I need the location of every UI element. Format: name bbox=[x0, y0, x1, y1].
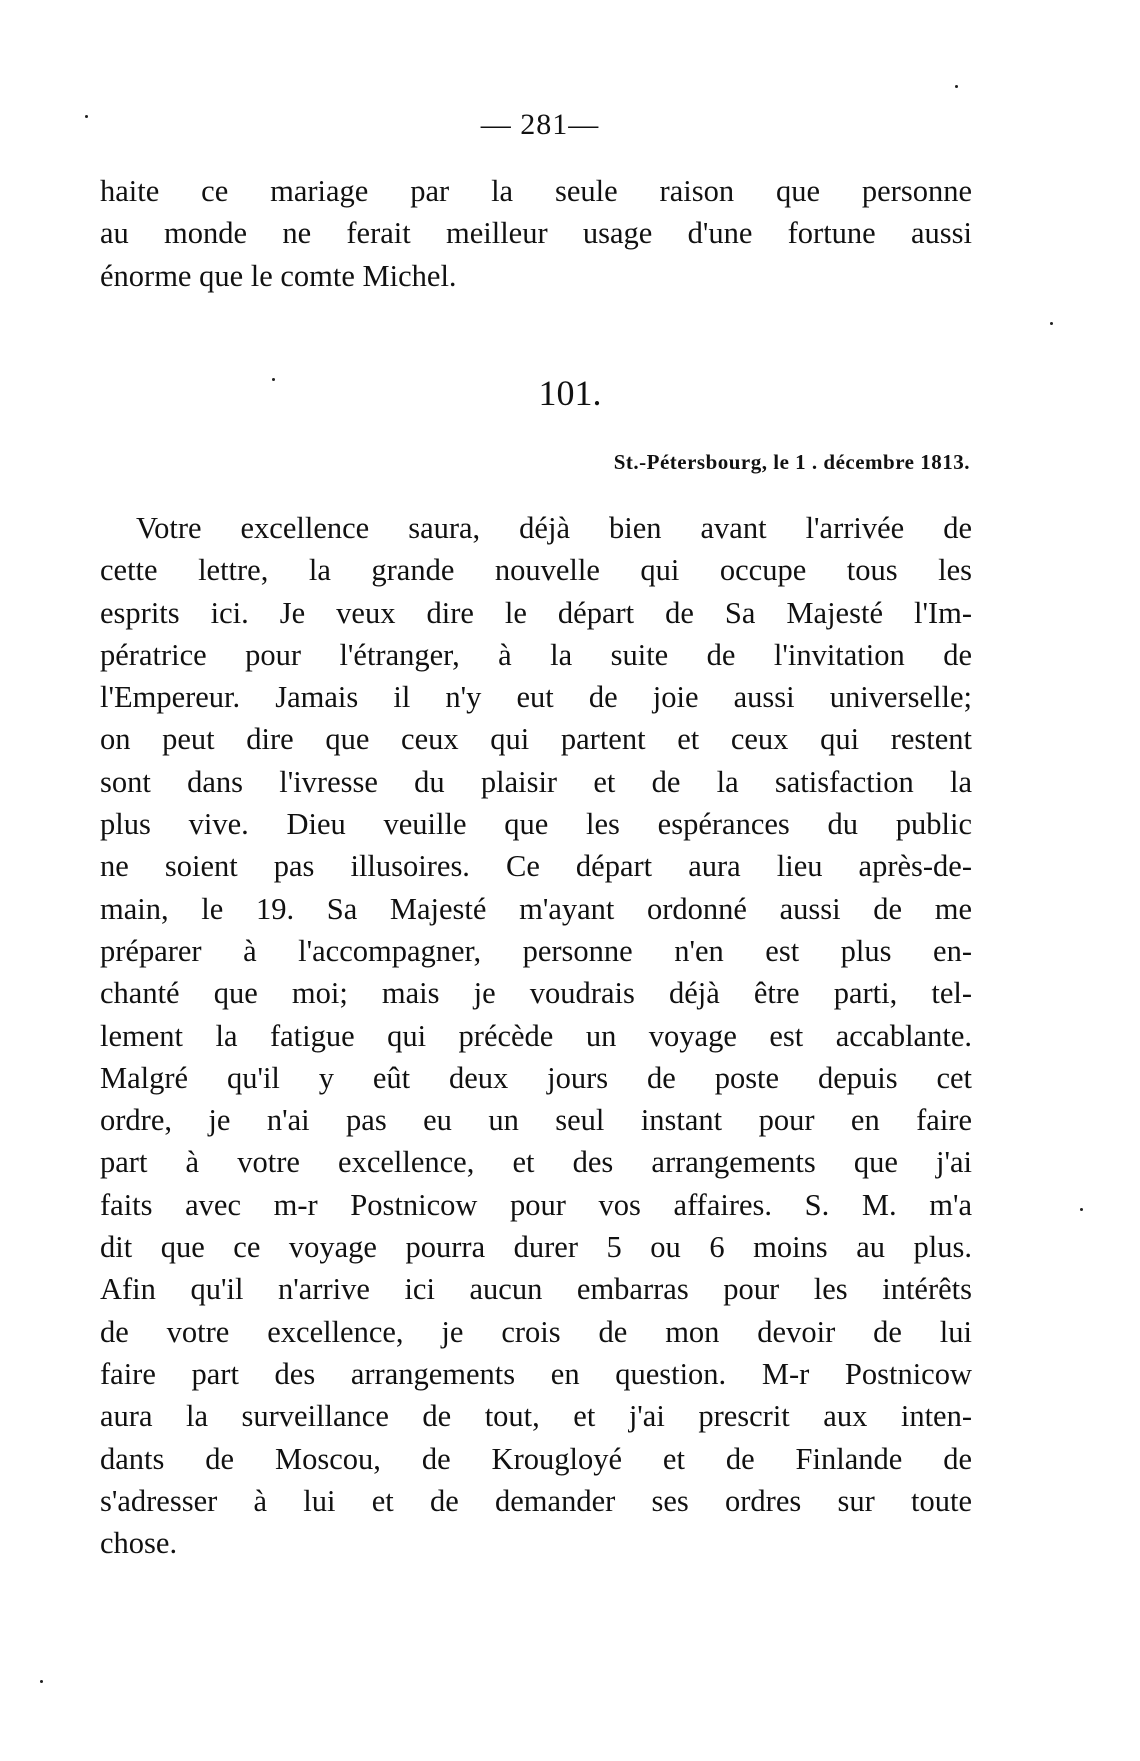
text-line: main, le 19. Sa Majesté m'ayant ordonné aussi de me bbox=[100, 891, 972, 926]
scan-speck bbox=[955, 85, 958, 88]
text-line: cette lettre, la grande nouvelle qui occupe tous les bbox=[100, 553, 972, 588]
text-line: part à votre excellence, et des arrangements que j'ai bbox=[100, 1145, 972, 1180]
text-line: dit que ce voyage pourra durer 5 ou 6 moins au plus. bbox=[100, 1230, 972, 1265]
text-line: chanté que moi; mais je voudrais déjà être parti, tel- bbox=[100, 976, 972, 1011]
text-line: ne soient pas illusoires. Ce départ aura lieu après-de- bbox=[100, 849, 972, 884]
text-line: faire part des arrangements en question. M-r Postnicow bbox=[100, 1356, 972, 1391]
text-line: chose. bbox=[100, 1526, 178, 1561]
scan-speck bbox=[272, 378, 275, 381]
text-line: plus vive. Dieu veuille que les espérances du public bbox=[100, 807, 972, 842]
letter-body bbox=[100, 507, 972, 1564]
text-line: aura la surveillance de tout, et j'ai prescrit aux inten- bbox=[100, 1399, 972, 1434]
text-line: préparer à l'accompagner, personne n'en est plus en- bbox=[100, 933, 972, 968]
text-line: ordre, je n'ai pas eu un seul instant pour en faire bbox=[100, 1103, 972, 1138]
text-line: énorme que le comte Michel. bbox=[100, 258, 457, 293]
scan-speck bbox=[85, 115, 88, 118]
text-line: s'adresser à lui et de demander ses ordres sur toute bbox=[100, 1483, 972, 1518]
letter-dateline: St.-Pétersbourg, le 1 . décembre 1813. bbox=[613, 450, 970, 474]
continuation-paragraph bbox=[100, 170, 972, 297]
scan-speck bbox=[1080, 1208, 1083, 1211]
text-line: Malgré qu'il y eût deux jours de poste depuis cet bbox=[100, 1060, 972, 1095]
text-line: l'Empereur. Jamais il n'y eut de joie aussi universelle; bbox=[100, 680, 972, 715]
text-line: esprits ici. Je veux dire le départ de Sa Majesté l'Im- bbox=[100, 595, 972, 630]
text-line: pératrice pour l'étranger, à la suite de l'invitation de bbox=[100, 637, 972, 672]
text-line: de votre excellence, je crois de mon devoir de lui bbox=[100, 1314, 972, 1349]
page-number: — 281— bbox=[480, 108, 600, 141]
scan-speck bbox=[40, 1680, 43, 1683]
text-line: faits avec m-r Postnicow pour vos affaires. S. M. m'a bbox=[100, 1187, 972, 1222]
text-line: au monde ne ferait meilleur usage d'une fortune aussi bbox=[100, 216, 972, 251]
text-line: haite ce mariage par la seule raison que personne bbox=[100, 174, 972, 208]
text-line: Votre excellence saura, déjà bien avant l'arrivée de bbox=[136, 511, 972, 545]
text-line: dants de Moscou, de Krougloyé et de Finlande de bbox=[100, 1441, 972, 1476]
scan-speck bbox=[1050, 322, 1053, 325]
text-line: on peut dire que ceux qui partent et ceux qui restent bbox=[100, 722, 972, 757]
text-line: sont dans l'ivresse du plaisir et de la satisfaction la bbox=[100, 764, 972, 799]
text-line: lement la fatigue qui précède un voyage est accablante. bbox=[100, 1018, 972, 1053]
letter-number: 101. bbox=[538, 373, 602, 413]
text-line: Afin qu'il n'arrive ici aucun embarras pour les intérêts bbox=[100, 1272, 972, 1307]
